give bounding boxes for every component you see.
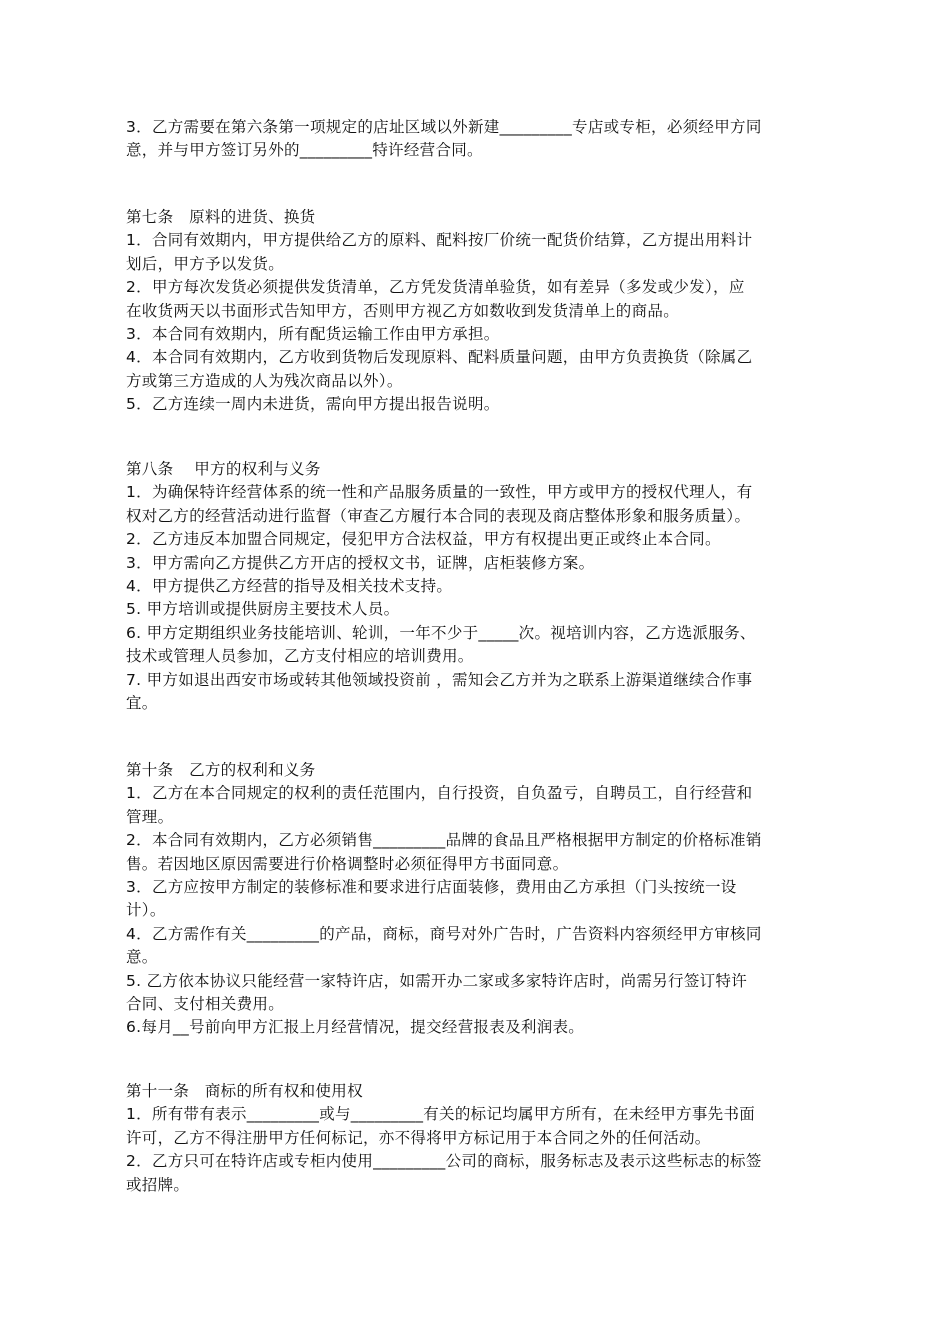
clause-line: 或招牌。: [126, 1175, 190, 1194]
section-heading: 第十条 乙方的权利和义务: [126, 761, 316, 779]
clause-line: 意。: [126, 948, 158, 967]
clause-line: 7. 甲方如退出西安市场或转其他领域投资前 ，需知会乙方并为之联系上游渠道继续合作事: [126, 670, 753, 689]
clause-line: 5. 乙方依本协议只能经营一家特许店，如需开办二家或多家特许店时，尚需另行签订特许: [126, 971, 748, 990]
clause-line: 权对乙方的经营活动进行监督（审查乙方履行本合同的表现及商店整体形象和服务质量）。: [126, 506, 751, 525]
clause-line: 2．本合同有效期内，乙方必须销售_________品牌的食品且严格根据甲方制定的价格标准销: [126, 831, 762, 850]
clause-line: 2．乙方只可在特许店或专柜内使用_________公司的商标，服务标志及表示这些标志的标签: [126, 1152, 762, 1171]
clause-line: 计）。: [126, 901, 166, 920]
intro-clause: [126, 116, 826, 163]
clause-line: 1．所有带有表示_________或与_________有关的标记均属甲方所有，在未经甲方事先书面: [126, 1105, 756, 1124]
clause-line: 1．合同有效期内，甲方提供给乙方的原料、配料按厂价统一配货价结算，乙方提出用料计: [126, 231, 753, 250]
clause-line: 划后，甲方予以发货。: [126, 254, 285, 273]
clause-line: 2．乙方违反本加盟合同规定，侵犯甲方合法权益，甲方有权提出更正或终止本合同。: [126, 530, 721, 549]
clause-line: 1．为确保特许经营体系的统一性和产品服务质量的一致性，甲方或甲方的授权代理人，有: [126, 483, 753, 502]
clause-line: 3．乙方需要在第六条第一项规定的店址区域以外新建_________专店或专柜，必须经甲方同: [126, 118, 762, 136]
section-7: [126, 206, 826, 417]
clause-line: 4．甲方提供乙方经营的指导及相关技术支持。: [126, 577, 453, 596]
clause-line: 售。若因地区原因需要进行价格调整时必须征得甲方书面同意。: [126, 854, 569, 873]
clause-line: 4．本合同有效期内，乙方收到货物后发现原料、配料质量问题，由甲方负责换货（除属乙: [126, 348, 753, 367]
section-8: [126, 458, 826, 715]
clause-line: 4．乙方需作有关_________的产品，商标，商号对外广告时，广告资料内容须经甲方审核同: [126, 924, 762, 943]
clause-line: 在收货两天以书面形式告知甲方，否则甲方视乙方如数收到发货清单上的商品。: [126, 301, 680, 320]
clause-line: 意，并与甲方签订另外的_________特许经营合同。: [126, 141, 483, 160]
clause-line: 3．甲方需向乙方提供乙方开店的授权文书，证牌，店柜装修方案。: [126, 553, 595, 572]
clause-line: 方或第三方造成的人为残次商品以外）。: [126, 371, 403, 390]
section-heading: 第十一条 商标的所有权和使用权: [126, 1082, 363, 1100]
clause-line: 3．本合同有效期内，所有配货运输工作由甲方承担。: [126, 325, 500, 344]
clause-line: 6. 甲方定期组织业务技能培训、轮训，一年不少于_____次。视培训内容，乙方选派服务、: [126, 623, 756, 642]
section-heading: 第八条 甲方的权利与义务: [126, 460, 321, 478]
clause-line: 技术或管理人员参加，乙方支付相应的培训费用。: [126, 647, 474, 666]
clause-line: 5. 甲方培训或提供厨房主要技术人员。: [126, 600, 400, 619]
clause-line: 3．乙方应按甲方制定的装修标准和要求进行店面装修，费用由乙方承担（门头按统一设: [126, 878, 737, 897]
clause-line: 管理。: [126, 807, 174, 826]
clause-line: 宜。: [126, 694, 158, 713]
section-10: [126, 759, 826, 1040]
clause-line: 1．乙方在本合同规定的权利的责任范围内，自行投资，自负盈亏，自聘员工，自行经营和: [126, 784, 753, 803]
section-heading: 第七条 原料的进货、换货: [126, 208, 316, 226]
clause-line: 合同、支付相关费用。: [126, 995, 285, 1014]
clause-line: 2．甲方每次发货必须提供发货清单，乙方凭发货清单验货，如有差异（多发或少发），应: [126, 278, 745, 297]
clause-line: 6.每月__号前向甲方汇报上月经营情况，提交经营报表及利润表。: [126, 1018, 585, 1037]
clause-line: 许可，乙方不得注册甲方任何标记，亦不得将甲方标记用于本合同之外的任何活动。: [126, 1128, 711, 1147]
section-11: [126, 1080, 826, 1197]
clause-line: 5．乙方连续一周内未进货，需向甲方提出报告说明。: [126, 395, 500, 414]
